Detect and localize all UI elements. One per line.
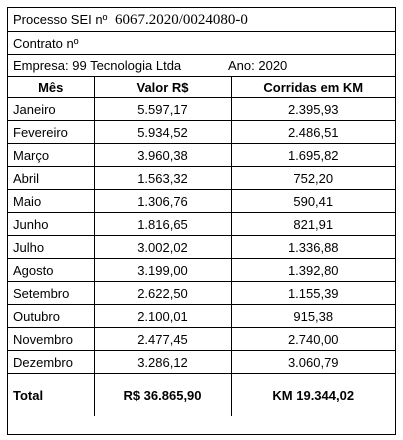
processo-label: Processo SEI nº [13,12,108,27]
km-cell: 915,38 [231,305,395,328]
processo-number: 6067.2020/0024080-0 [114,12,248,28]
km-cell: 1.336,88 [231,236,395,259]
contract-report-sheet [7,7,396,435]
month-cell: Julho [8,236,94,259]
month-cell: Dezembro [8,351,94,374]
month-cell: Setembro [8,282,94,305]
valor-cell: 3.286,12 [94,351,231,374]
contrato-label: Contrato nº [13,36,79,51]
empresa-row [8,55,395,77]
table-row [8,190,395,213]
km-cell: 821,91 [231,213,395,236]
ano-label: Ano: 2020 [228,58,288,73]
km-cell: 590,41 [231,190,395,213]
column-header-mes: Mês [8,77,94,98]
month-cell: Outubro [8,305,94,328]
km-cell: 1.695,82 [231,144,395,167]
km-cell: 3.060,79 [231,351,395,374]
total-row [8,374,395,417]
contrato-row [8,32,395,55]
table-row [8,98,395,121]
month-cell: Janeiro [8,98,94,121]
valor-cell: 3.199,00 [94,259,231,282]
valor-cell: 5.934,52 [94,121,231,144]
total-valor: R$ 36.865,90 [94,374,231,417]
empresa-label: Empresa: 99 Tecnologia Ltda [13,58,182,73]
total-label: Total [8,374,94,417]
column-header-valor: Valor R$ [94,77,231,98]
month-cell: Novembro [8,328,94,351]
table-row [8,328,395,351]
table-row [8,259,395,282]
column-header-km: Corridas em KM [231,77,395,98]
km-cell: 1.155,39 [231,282,395,305]
month-cell: Junho [8,213,94,236]
table-row [8,305,395,328]
km-cell: 2.740,00 [231,328,395,351]
km-cell: 2.486,51 [231,121,395,144]
table-row [8,167,395,190]
month-cell: Março [8,144,94,167]
month-cell: Fevereiro [8,121,94,144]
valor-cell: 1.563,32 [94,167,231,190]
table-row [8,282,395,305]
table-header-row [8,77,395,98]
table-row [8,144,395,167]
processo-row [8,8,395,32]
total-km: KM 19.344,02 [231,374,395,417]
km-cell: 752,20 [231,167,395,190]
valor-cell: 2.477,45 [94,328,231,351]
valor-cell: 3.002,02 [94,236,231,259]
valor-cell: 3.960,38 [94,144,231,167]
month-cell: Agosto [8,259,94,282]
table-row [8,351,395,374]
valor-cell: 1.816,65 [94,213,231,236]
valor-cell: 2.622,50 [94,282,231,305]
valor-cell: 5.597,17 [94,98,231,121]
monthly-values-table [8,77,395,416]
month-cell: Abril [8,167,94,190]
km-cell: 1.392,80 [231,259,395,282]
table-row [8,213,395,236]
valor-cell: 1.306,76 [94,190,231,213]
valor-cell: 2.100,01 [94,305,231,328]
month-cell: Maio [8,190,94,213]
table-row [8,236,395,259]
km-cell: 2.395,93 [231,98,395,121]
table-row [8,121,395,144]
